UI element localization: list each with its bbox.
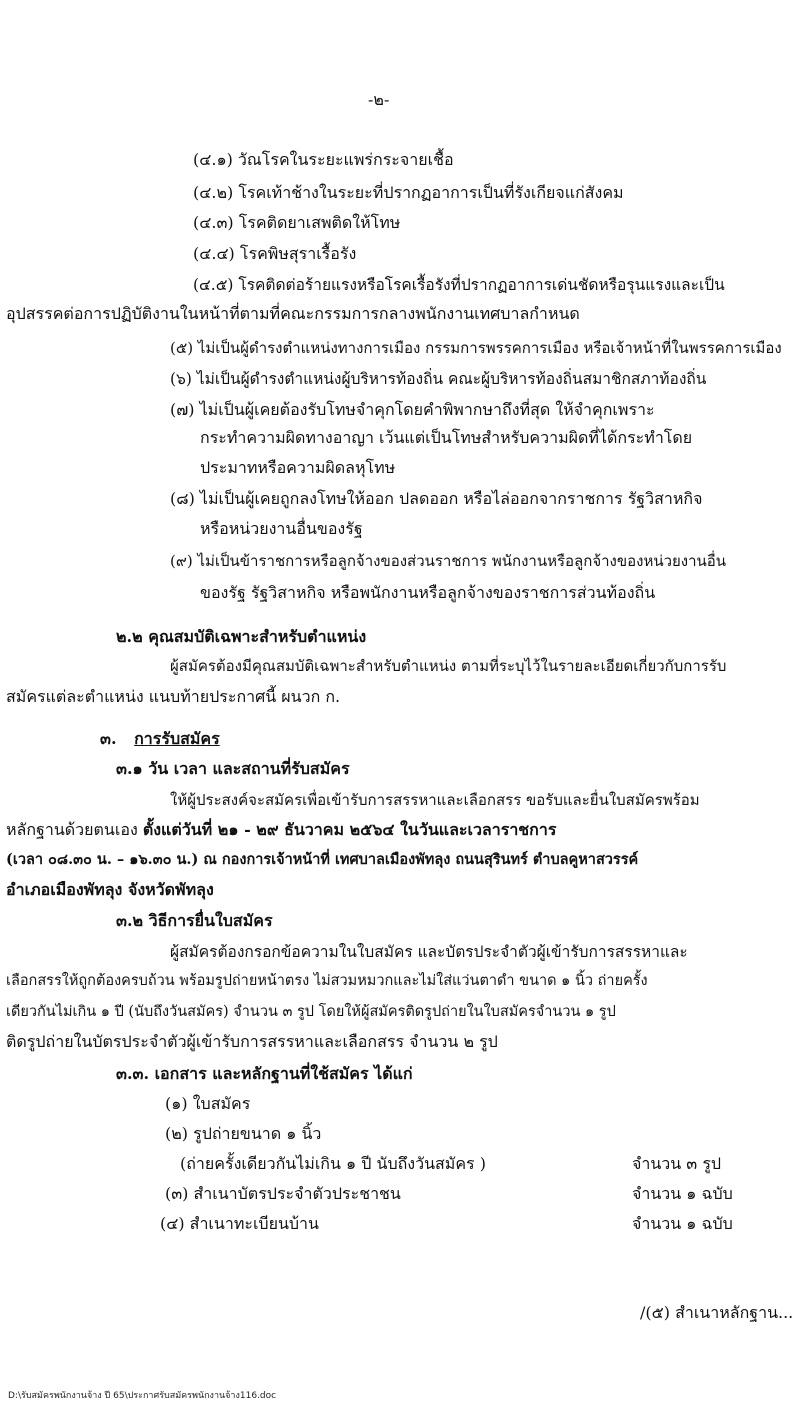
section-3-1-line3: (เวลา ๐๘.๓๐ น. – ๑๖.๓๐ น.) ณ กองการเจ้าหน้าที่ เทศบาลเมืองพัทลุง ถนนสุรินทร์ ตำบลคูหาสวรรค์: [6, 851, 639, 868]
section-2-2-line1: ผู้สมัครต้องมีคุณสมบัติเฉพาะสำหรับตำแหน่ง ตามที่ระบุไว้ในรายละเอียดเกี่ยวกับการรับ: [170, 657, 727, 675]
list-item-9-line2: ของรัฐ รัฐวิสาหกิจ หรือพนักงานหรือลูกจ้างของราชการส่วนท้องถิ่น: [200, 583, 656, 602]
section-2-2-heading: ๒.๒ คุณสมบัติเฉพาะสำหรับตำแหน่ง: [116, 627, 367, 646]
list-item-4-5-cont: อุปสรรคต่อการปฏิบัติงานในหน้าที่ตามที่คณะกรรมการกลางพนักงานเทศบาลกำหนด: [6, 304, 580, 323]
list-item-8-line2: หรือหน่วยงานอื่นของรัฐ: [200, 519, 363, 538]
list-item-4-1: (๔.๑) วัณโรคในระยะแพร่กระจายเชื้อ: [193, 150, 454, 169]
section-3-1-line2: [6, 820, 556, 840]
continuation-note: /(๕) สำเนาหลักฐาน...: [640, 1303, 794, 1322]
section-3-2-line4: ติดรูปถ่ายในบัตรประจำตัวผู้เข้ารับการสรรหาและเลือกสรร จำนวน ๒ รูป: [6, 1032, 498, 1051]
page-number: -๒-: [368, 90, 390, 109]
doc-item-3-qty: จำนวน ๑ ฉบับ: [632, 1184, 733, 1203]
file-path-footer: D:\รับสมัครพนักงานจ้าง ปี 65\ประกาศรับสมัครพนักงานจ้าง116.doc: [8, 1391, 277, 1401]
section-3-1-dates: ตั้งแต่วันที่ ๒๑ - ๒๙ ธันวาคม ๒๕๖๔ ในวันและเวลาราชการ: [142, 820, 557, 839]
doc-item-2: (๒) รูปถ่ายขนาด ๑ นิ้ว: [165, 1124, 322, 1143]
list-item-7: (๗) ไม่เป็นผู้เคยต้องรับโทษจำคุกโดยคำพิพากษาถึงที่สุด ให้จำคุกเพราะ: [170, 400, 655, 419]
doc-item-4: (๔) สำเนาทะเบียนบ้าน: [160, 1214, 319, 1233]
section-3-2-line2: เลือกสรรให้ถูกต้องครบถ้วน พร้อมรูปถ่ายหน้าตรง ไม่สวมหมวกและไม่ใส่แว่นตาดำ ขนาด ๑ นิ้ว ถ่ายครั้ง: [6, 973, 648, 989]
doc-item-2-note: (ถ่ายครั้งเดียวกันไม่เกิน ๑ ปี นับถึงวันสมัคร ): [180, 1154, 486, 1173]
section-3-3-heading: ๓.๓. เอกสาร และหลักฐานที่ใช้สมัคร ได้แก่: [116, 1064, 413, 1083]
doc-item-4-qty: จำนวน ๑ ฉบับ: [632, 1214, 733, 1233]
list-item-4-5: (๔.๕) โรคติดต่อร้ายแรงหรือโรคเรื้อรังที่ปรากฏอาการเด่นชัดหรือรุนแรงและเป็น: [193, 276, 725, 294]
list-item-4-2: (๔.๒) โรคเท้าช้างในระยะที่ปรากฏอาการเป็นที่รังเกียจแก่สังคม: [193, 183, 624, 202]
section-3-2-heading: ๓.๒ วิธีการยื่นใบสมัคร: [116, 911, 273, 930]
section-3-1-line1: ให้ผู้ประสงค์จะสมัครเพื่อเข้ารับการสรรหาและเลือกสรร ขอรับและยื่นใบสมัครพร้อม: [170, 791, 700, 809]
list-item-8: (๘) ไม่เป็นผู้เคยถูกลงโทษให้ออก ปลดออก หรือไล่ออกจากราชการ รัฐวิสาหกิจ: [170, 489, 703, 508]
list-item-7-line2: กระทำความผิดทางอาญา เว้นแต่เป็นโทษสำหรับความผิดที่ได้กระทำโดย: [200, 428, 693, 447]
section-3-2-line3: เดียวกันไม่เกิน ๑ ปี (นับถึงวันสมัคร) จำนวน ๓ รูป โดยให้ผู้สมัครติดรูปถ่ายในใบสมัครจำนวน ๑ รูป: [6, 1004, 616, 1020]
list-item-9: (๙) ไม่เป็นข้าราชการหรือลูกจ้างของส่วนราชการ พนักงานหรือลูกจ้างของหน่วยงานอื่น: [170, 552, 727, 570]
list-item-5: (๕) ไม่เป็นผู้ดำรงตำแหน่งทางการเมือง กรรมการพรรคการเมือง หรือเจ้าหน้าที่ในพรรคการเมือง: [170, 339, 782, 357]
section-3-1-line4: อำเภอเมืองพัทลุง จังหวัดพัทลุง: [6, 880, 214, 899]
list-item-7-line3: ประมาทหรือความผิดลหุโทษ: [200, 458, 396, 477]
section-3-1-heading: ๓.๑ วัน เวลา และสถานที่รับสมัคร: [116, 759, 350, 778]
list-item-4-4: (๔.๔) โรคพิษสุราเรื้อรัง: [193, 244, 357, 263]
section-3-2-line1: ผู้สมัครต้องกรอกข้อความในใบสมัคร และบัตรประจำตัวผู้เข้ารับการสรรหาและ: [170, 943, 688, 961]
doc-item-3: (๓) สำเนาบัตรประจำตัวประชาชน: [165, 1184, 401, 1203]
section-3-heading: [100, 729, 220, 749]
list-item-4-3: (๔.๓) โรคติดยาเสพติดให้โทษ: [193, 213, 401, 232]
section-3-number: ๓.: [100, 729, 117, 748]
section-3-1-line2-text: หลักฐานด้วยตนเอง: [6, 820, 143, 839]
doc-item-1: (๑) ใบสมัคร: [165, 1094, 251, 1113]
section-3-title: การรับสมัคร: [134, 729, 220, 748]
doc-item-2-qty: จำนวน ๓ รูป: [632, 1154, 722, 1173]
list-item-6: (๖) ไม่เป็นผู้ดำรงตำแหน่งผู้บริหารท้องถิ่น คณะผู้บริหารท้องถิ่นสมาชิกสภาท้องถิ่น: [170, 370, 707, 388]
section-2-2-line2: สมัครแต่ละตำแหน่ง แนบท้ายประกาศนี้ ผนวก ก.: [6, 687, 341, 706]
